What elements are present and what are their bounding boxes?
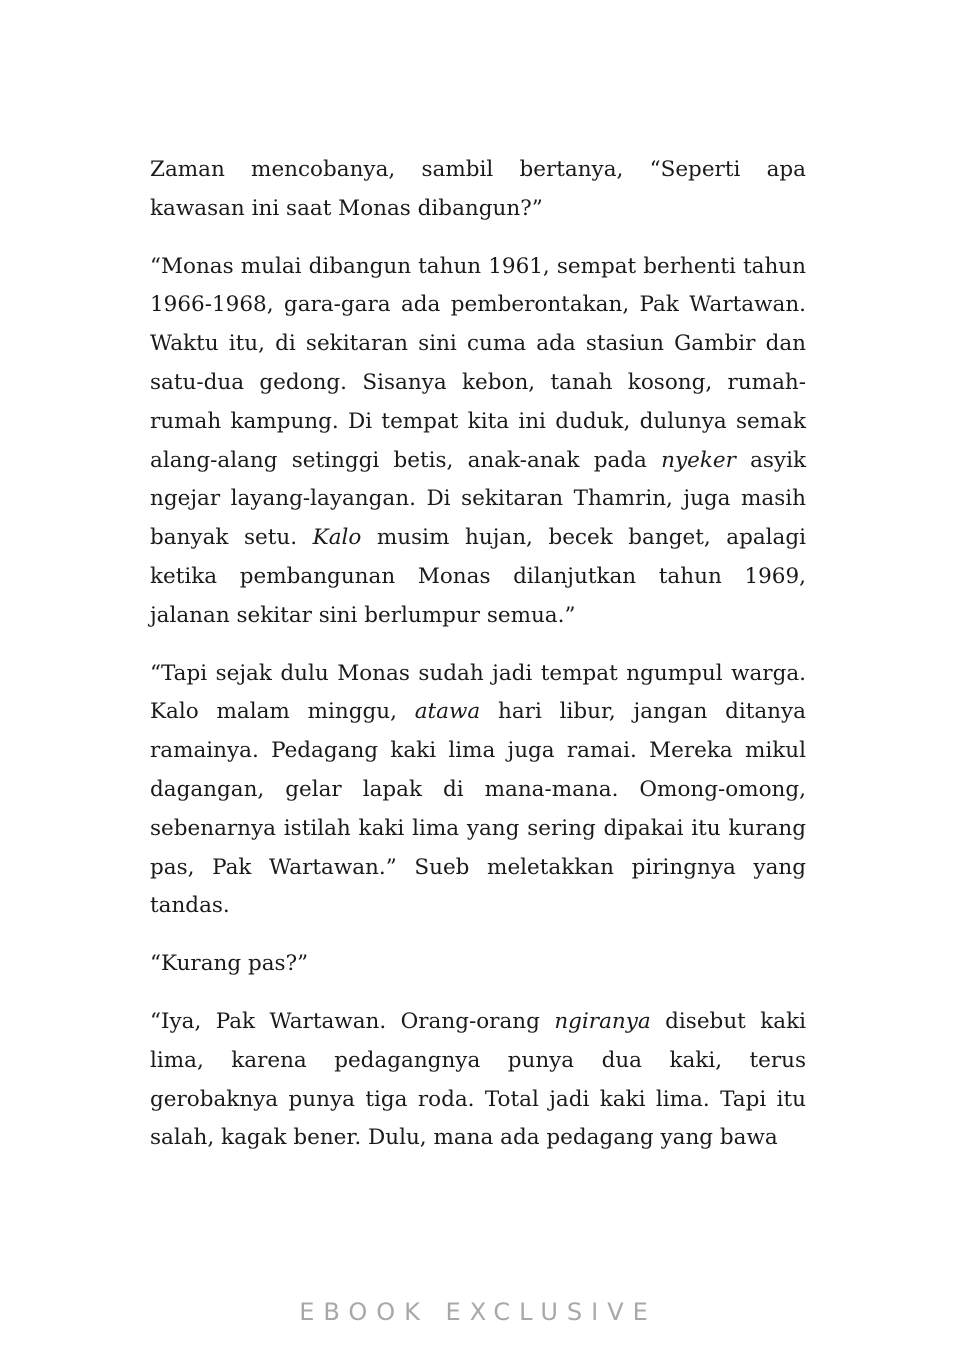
paragraph (150, 655, 806, 927)
italic-text-run: ngiranya (554, 1008, 651, 1034)
text-run: disebut kaki lima, karena pedagangnya punya dua kaki, terus gerobaknya punya tiga roda. Total jadi kaki lima. Tapi itu salah, kagak bener. Dulu, mana ada pedagang yang bawa (150, 1008, 806, 1151)
text-run: “Iya, Pak Wartawan. Orang-orang (150, 1008, 555, 1034)
italic-text-run: Kalo (312, 525, 362, 551)
text-run: “Kurang pas?” (150, 951, 309, 977)
text-run: hari libur, jangan ditanya ramainya. Pedagang kaki lima juga ramai. Mereka mikul dagangan, gelar lapak di mana-mana. Omong-omong, sebenarnya istilah kaki lima yang sering dipakai itu kurang pas, Pak Wartawan.” Sueb meletakkan piringnya yang tandas. (150, 699, 806, 919)
paragraph (150, 945, 806, 984)
italic-text-run: atawa (414, 699, 481, 725)
italic-text-run: nyeker (661, 447, 736, 473)
text-run: musim hujan, becek banget, apalagi ketika pembangunan Monas dilanjutkan tahun 1969, jalanan sekitar sini berlumpur semua.” (150, 525, 806, 628)
text-run: Zaman mencobanya, sambil bertanya, “Seperti apa kawasan ini saat Monas dibangun?” (150, 157, 806, 221)
paragraph (150, 1003, 806, 1158)
paragraph (150, 248, 806, 636)
footer-watermark: EBOOK EXCLUSIVE (299, 1298, 657, 1326)
page-body (150, 151, 806, 1158)
paragraph (150, 151, 806, 229)
text-run: “Tapi sejak dulu Monas sudah jadi tempat ngumpul warga. Kalo malam minggu, (150, 660, 806, 725)
text-run: “Monas mulai dibangun tahun 1961, sempat berhenti tahun 1966-1968, gara-gara ada pemberontakan, Pak Wartawan. Waktu itu, di sekitaran sini cuma ada stasiun Gambir dan satu-dua gedong. Sisanya kebon, tanah kosong, rumah-rumah kampung. Di tempat kita ini duduk, dulunya semak alang-alang setinggi betis, anak-anak pada (150, 253, 806, 473)
text-run: asyik ngejar layang-layangan. Di sekitaran Thamrin, juga masih banyak setu. (150, 447, 806, 551)
